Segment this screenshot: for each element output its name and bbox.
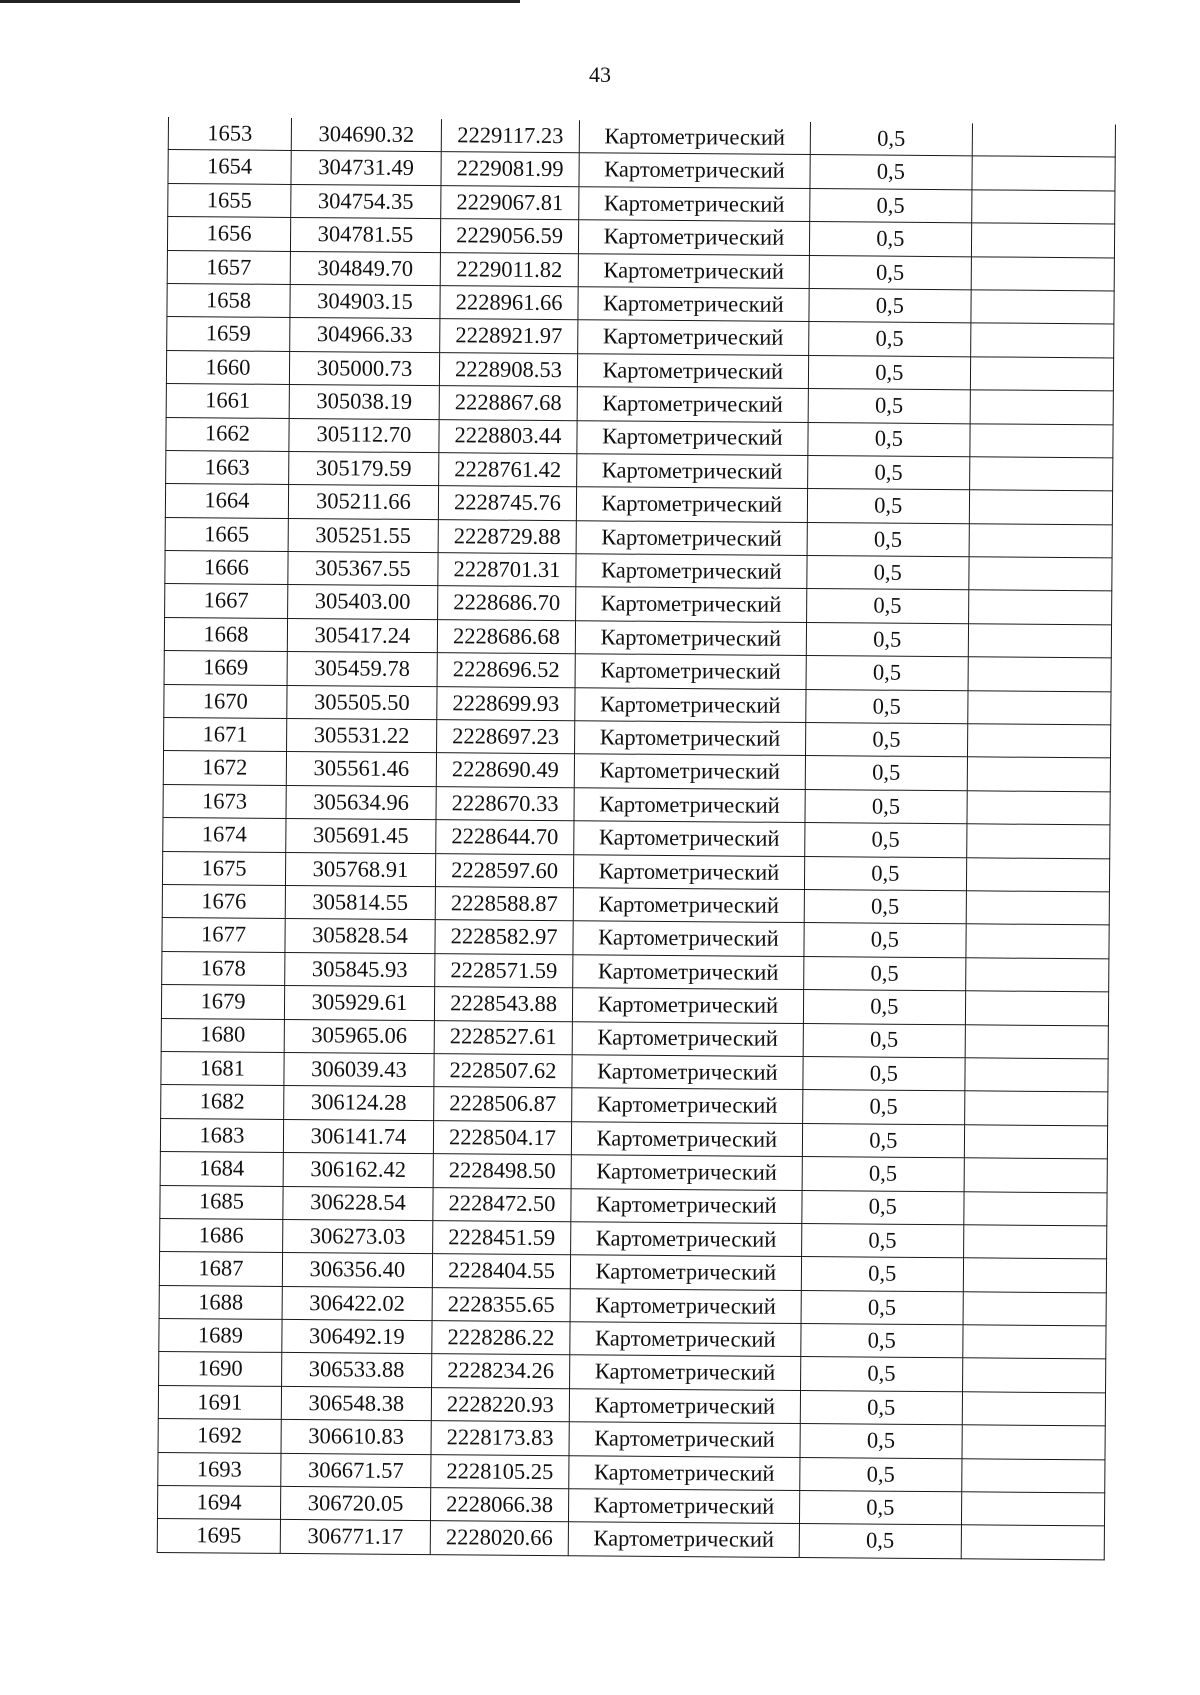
note-cell: [962, 1392, 1105, 1427]
coordinates-table-body: [157, 117, 1115, 1560]
method-cell: Картометрический: [574, 821, 805, 856]
point-number-cell: 1656: [167, 217, 290, 251]
note-cell: [970, 357, 1113, 392]
y-coordinate-cell: 2228961.66: [440, 286, 578, 320]
note-cell: [962, 1425, 1105, 1460]
x-coordinate-cell: 306141.74: [283, 1119, 433, 1154]
method-cell: Картометрический: [572, 988, 803, 1023]
x-coordinate-cell: 305561.46: [286, 752, 436, 787]
method-cell: Картометрический: [576, 487, 807, 522]
point-number-cell: 1680: [161, 1018, 284, 1052]
point-number-cell: 1695: [157, 1519, 280, 1553]
note-cell: [970, 457, 1113, 492]
accuracy-cell: 0,5: [803, 956, 965, 991]
y-coordinate-cell: 2228404.55: [432, 1254, 570, 1288]
note-cell: [969, 557, 1112, 592]
note-cell: [964, 1125, 1107, 1160]
x-coordinate-cell: 305112.70: [289, 418, 439, 453]
x-coordinate-cell: 305251.55: [288, 518, 438, 553]
y-coordinate-cell: 2228761.42: [439, 453, 577, 487]
accuracy-cell: 0,5: [808, 389, 970, 424]
point-number-cell: 1685: [160, 1185, 283, 1219]
x-coordinate-cell: 305929.61: [284, 986, 434, 1021]
point-number-cell: 1665: [165, 517, 288, 551]
note-cell: [970, 390, 1113, 425]
point-number-cell: 1662: [166, 417, 289, 451]
y-coordinate-cell: 2228597.60: [435, 853, 573, 887]
x-coordinate-cell: 305367.55: [288, 552, 438, 587]
coordinates-table: [157, 117, 1116, 1560]
point-number-cell: 1694: [157, 1485, 280, 1519]
y-coordinate-cell: 2228697.23: [437, 720, 575, 754]
accuracy-cell: 0,5: [808, 422, 970, 457]
note-cell: [969, 490, 1112, 525]
method-cell: Картометрический: [574, 788, 805, 823]
method-cell: Картометрический: [573, 854, 804, 889]
note-cell: [965, 1024, 1108, 1059]
accuracy-cell: 0,5: [802, 1157, 964, 1192]
x-coordinate-cell: 305828.54: [285, 919, 435, 954]
point-number-cell: 1679: [161, 985, 284, 1019]
note-cell: [967, 757, 1110, 792]
method-cell: Картометрический: [578, 253, 809, 288]
x-coordinate-cell: 305179.59: [289, 451, 439, 486]
point-number-cell: 1664: [165, 484, 288, 518]
note-cell: [964, 1191, 1107, 1226]
method-cell: Картометрический: [570, 1255, 801, 1290]
note-cell: [962, 1458, 1105, 1493]
method-cell: Картометрический: [571, 1188, 802, 1223]
method-cell: Картометрический: [575, 721, 806, 756]
x-coordinate-cell: 306162.42: [283, 1153, 433, 1188]
method-cell: Картометрический: [577, 353, 808, 388]
note-cell: [967, 724, 1110, 759]
note-cell: [968, 690, 1111, 725]
point-number-cell: 1678: [162, 951, 285, 985]
note-cell: [962, 1358, 1105, 1393]
x-coordinate-cell: 304731.49: [291, 151, 441, 186]
x-coordinate-cell: 304903.15: [290, 284, 440, 319]
method-cell: Картометрический: [570, 1355, 801, 1390]
x-coordinate-cell: 305845.93: [285, 952, 435, 987]
accuracy-cell: 0,5: [801, 1290, 963, 1325]
note-cell: [966, 924, 1109, 959]
x-coordinate-cell: 304690.32: [291, 118, 441, 152]
accuracy-cell: 0,5: [802, 1090, 964, 1125]
y-coordinate-cell: 2228690.49: [436, 753, 574, 787]
point-number-cell: 1689: [159, 1319, 282, 1353]
accuracy-cell: 0,5: [808, 355, 970, 390]
accuracy-cell: 0,5: [807, 556, 969, 591]
point-number-cell: 1654: [168, 150, 291, 184]
accuracy-cell: 0,5: [809, 255, 971, 290]
x-coordinate-cell: 305000.73: [289, 351, 439, 386]
y-coordinate-cell: 2228571.59: [435, 953, 573, 987]
method-cell: Картометрический: [572, 1055, 803, 1090]
point-number-cell: 1667: [165, 584, 288, 618]
y-coordinate-cell: 2228355.65: [432, 1287, 570, 1321]
point-number-cell: 1684: [160, 1152, 283, 1186]
accuracy-cell: 0,5: [803, 990, 965, 1025]
accuracy-cell: 0,5: [803, 1023, 965, 1058]
accuracy-cell: 0,5: [809, 188, 971, 223]
y-coordinate-cell: 2228498.50: [433, 1154, 571, 1188]
x-coordinate-cell: 305965.06: [284, 1019, 434, 1054]
accuracy-cell: 0,5: [803, 1056, 965, 1091]
method-cell: Картометрический: [570, 1322, 801, 1357]
y-coordinate-cell: 2228745.76: [438, 486, 576, 520]
note-cell: [971, 256, 1114, 291]
point-number-cell: 1683: [160, 1118, 283, 1152]
x-coordinate-cell: 306548.38: [281, 1386, 431, 1421]
point-number-cell: 1677: [162, 918, 285, 952]
method-cell: Картометрический: [579, 187, 810, 222]
point-number-cell: 1671: [164, 718, 287, 752]
x-coordinate-cell: 305403.00: [287, 585, 437, 620]
accuracy-cell: 0,5: [810, 122, 972, 156]
x-coordinate-cell: 305768.91: [285, 852, 435, 887]
point-number-cell: 1658: [167, 283, 290, 317]
y-coordinate-cell: 2228729.88: [438, 519, 576, 553]
method-cell: Картометрический: [575, 621, 806, 656]
method-cell: Картометрический: [572, 1021, 803, 1056]
accuracy-cell: 0,5: [800, 1424, 962, 1459]
point-number-cell: 1668: [164, 617, 287, 651]
x-coordinate-cell: 306771.17: [280, 1520, 430, 1555]
note-cell: [965, 991, 1108, 1026]
accuracy-cell: 0,5: [801, 1223, 963, 1258]
x-coordinate-cell: 306356.40: [282, 1253, 432, 1288]
point-number-cell: 1681: [161, 1051, 284, 1085]
y-coordinate-cell: 2228588.87: [435, 887, 573, 921]
y-coordinate-cell: 2228582.97: [435, 920, 573, 954]
method-cell: Картометрический: [572, 1088, 803, 1123]
accuracy-cell: 0,5: [799, 1457, 961, 1492]
x-coordinate-cell: 305459.78: [287, 652, 437, 687]
accuracy-cell: 0,5: [807, 489, 969, 524]
y-coordinate-cell: 2228543.88: [434, 987, 572, 1021]
point-number-cell: 1669: [164, 651, 287, 685]
x-coordinate-cell: 306671.57: [281, 1453, 431, 1488]
method-cell: Картометрический: [574, 754, 805, 789]
x-coordinate-cell: 306124.28: [284, 1086, 434, 1121]
method-cell: Картометрический: [579, 153, 810, 188]
accuracy-cell: 0,5: [804, 923, 966, 958]
point-number-cell: 1686: [160, 1218, 283, 1252]
y-coordinate-cell: 2228644.70: [436, 820, 574, 854]
note-cell: [968, 657, 1111, 692]
y-coordinate-cell: 2228173.83: [431, 1421, 569, 1455]
point-number-cell: 1688: [159, 1285, 282, 1319]
point-number-cell: 1691: [158, 1385, 281, 1419]
point-number-cell: 1657: [167, 250, 290, 284]
x-coordinate-cell: 305038.19: [289, 385, 439, 420]
method-cell: Картометрический: [578, 220, 809, 255]
y-coordinate-cell: 2228506.87: [434, 1087, 572, 1121]
method-cell: Картометрический: [570, 1288, 801, 1323]
accuracy-cell: 0,5: [802, 1190, 964, 1225]
method-cell: Картометрический: [577, 454, 808, 489]
accuracy-cell: 0,5: [810, 155, 972, 190]
point-number-cell: 1655: [168, 183, 291, 217]
note-cell: [968, 624, 1111, 659]
y-coordinate-cell: 2228286.22: [432, 1321, 570, 1355]
accuracy-cell: 0,5: [809, 222, 971, 257]
y-coordinate-cell: 2228527.61: [434, 1020, 572, 1054]
y-coordinate-cell: 2228507.62: [434, 1054, 572, 1088]
method-cell: Картометрический: [573, 954, 804, 989]
accuracy-cell: 0,5: [805, 789, 967, 824]
method-cell: Картометрический: [573, 888, 804, 923]
y-coordinate-cell: 2228234.26: [432, 1354, 570, 1388]
point-number-cell: 1674: [163, 818, 286, 852]
page-number: 43: [589, 62, 611, 87]
point-number-cell: 1690: [159, 1352, 282, 1386]
top-rule: [0, 0, 520, 3]
point-number-cell: 1675: [162, 851, 285, 885]
note-cell: [965, 1058, 1108, 1093]
point-number-cell: 1663: [166, 450, 289, 484]
accuracy-cell: 0,5: [804, 823, 966, 858]
y-coordinate-cell: 2228921.97: [440, 319, 578, 353]
point-number-cell: 1676: [162, 884, 285, 918]
point-number-cell: 1687: [159, 1252, 282, 1286]
accuracy-cell: 0,5: [802, 1123, 964, 1158]
note-cell: [967, 824, 1110, 859]
note-cell: [967, 791, 1110, 826]
x-coordinate-cell: 306422.02: [282, 1286, 432, 1321]
y-coordinate-cell: 2228451.59: [433, 1221, 571, 1255]
point-number-cell: 1653: [168, 117, 291, 151]
point-number-cell: 1659: [167, 317, 290, 351]
y-coordinate-cell: 2228701.31: [438, 553, 576, 587]
note-cell: [963, 1291, 1106, 1326]
y-coordinate-cell: 2228504.17: [433, 1120, 571, 1154]
table-row: [157, 1519, 1104, 1560]
note-cell: [971, 323, 1114, 358]
accuracy-cell: 0,5: [800, 1390, 962, 1425]
method-cell: Картометрический: [569, 1455, 800, 1490]
method-cell: Картометрический: [576, 520, 807, 555]
note-cell: [971, 290, 1114, 325]
note-cell: [966, 891, 1109, 926]
accuracy-cell: 0,5: [806, 589, 968, 624]
accuracy-cell: 0,5: [804, 856, 966, 891]
y-coordinate-cell: 2228908.53: [439, 352, 577, 386]
x-coordinate-cell: 306720.05: [280, 1486, 430, 1521]
note-cell: [968, 590, 1111, 625]
x-coordinate-cell: 306228.54: [283, 1186, 433, 1221]
note-cell: [972, 156, 1115, 191]
x-coordinate-cell: 304966.33: [290, 318, 440, 353]
accuracy-cell: 0,5: [801, 1257, 963, 1292]
point-number-cell: 1660: [166, 350, 289, 384]
y-coordinate-cell: 2228699.93: [437, 686, 575, 720]
point-number-cell: 1661: [166, 384, 289, 418]
method-cell: Картометрический: [576, 587, 807, 622]
method-cell: Картометрический: [578, 320, 809, 355]
x-coordinate-cell: 306610.83: [281, 1420, 431, 1455]
method-cell: Картометрический: [578, 287, 809, 322]
accuracy-cell: 0,5: [809, 288, 971, 323]
x-coordinate-cell: 305211.66: [288, 485, 438, 520]
accuracy-cell: 0,5: [808, 322, 970, 357]
note-cell: [970, 423, 1113, 458]
x-coordinate-cell: 306533.88: [281, 1353, 431, 1388]
x-coordinate-cell: 304849.70: [290, 251, 440, 286]
note-cell: [963, 1325, 1106, 1360]
y-coordinate-cell: 2229011.82: [440, 252, 578, 286]
method-cell: Картометрический: [568, 1522, 799, 1557]
accuracy-cell: 0,5: [807, 455, 969, 490]
note-cell: [966, 857, 1109, 892]
accuracy-cell: 0,5: [804, 890, 966, 925]
accuracy-cell: 0,5: [805, 689, 967, 724]
note-cell: [963, 1225, 1106, 1260]
x-coordinate-cell: 305417.24: [287, 618, 437, 653]
note-cell: [972, 190, 1115, 225]
note-cell: [961, 1525, 1104, 1560]
method-cell: Картометрический: [569, 1389, 800, 1424]
x-coordinate-cell: 305691.45: [286, 819, 436, 854]
note-cell: [971, 223, 1114, 258]
accuracy-cell: 0,5: [805, 756, 967, 791]
method-cell: Картометрический: [575, 687, 806, 722]
method-cell: Картометрический: [573, 921, 804, 956]
x-coordinate-cell: 304781.55: [290, 218, 440, 253]
accuracy-cell: 0,5: [799, 1491, 961, 1526]
note-cell: [961, 1492, 1104, 1527]
y-coordinate-cell: 2229117.23: [441, 119, 579, 153]
y-coordinate-cell: 2228686.68: [437, 619, 575, 653]
accuracy-cell: 0,5: [801, 1324, 963, 1359]
y-coordinate-cell: 2228803.44: [439, 419, 577, 453]
method-cell: Картометрический: [569, 1489, 800, 1524]
x-coordinate-cell: 305531.22: [286, 718, 436, 753]
y-coordinate-cell: 2228220.93: [431, 1387, 569, 1421]
y-coordinate-cell: 2228670.33: [436, 786, 574, 820]
note-cell: [965, 1091, 1108, 1126]
method-cell: Картометрический: [577, 387, 808, 422]
method-cell: Картометрический: [575, 654, 806, 689]
note-cell: [969, 523, 1112, 558]
note-cell: [972, 123, 1115, 157]
point-number-cell: 1682: [161, 1085, 284, 1119]
accuracy-cell: 0,5: [799, 1524, 961, 1559]
note-cell: [963, 1258, 1106, 1293]
accuracy-cell: 0,5: [805, 723, 967, 758]
y-coordinate-cell: 2228066.38: [430, 1488, 568, 1522]
x-coordinate-cell: 305505.50: [287, 685, 437, 720]
point-number-cell: 1693: [158, 1452, 281, 1486]
y-coordinate-cell: 2228686.70: [438, 586, 576, 620]
x-coordinate-cell: 306492.19: [282, 1319, 432, 1354]
y-coordinate-cell: 2229067.81: [441, 185, 579, 219]
y-coordinate-cell: 2229081.99: [441, 152, 579, 186]
y-coordinate-cell: 2228696.52: [437, 653, 575, 687]
note-cell: [966, 958, 1109, 993]
point-number-cell: 1692: [158, 1419, 281, 1453]
y-coordinate-cell: 2228105.25: [431, 1454, 569, 1488]
method-cell: Картометрический: [571, 1222, 802, 1257]
x-coordinate-cell: 304754.35: [291, 184, 441, 219]
note-cell: [964, 1158, 1107, 1193]
point-number-cell: 1670: [164, 684, 287, 718]
accuracy-cell: 0,5: [806, 622, 968, 657]
method-cell: Картометрический: [577, 420, 808, 455]
method-cell: Картометрический: [569, 1422, 800, 1457]
point-number-cell: 1673: [163, 784, 286, 818]
x-coordinate-cell: 306273.03: [282, 1219, 432, 1254]
accuracy-cell: 0,5: [806, 656, 968, 691]
x-coordinate-cell: 305814.55: [285, 885, 435, 920]
accuracy-cell: 0,5: [807, 522, 969, 557]
y-coordinate-cell: 2228867.68: [439, 386, 577, 420]
y-coordinate-cell: 2228020.66: [430, 1521, 568, 1555]
point-number-cell: 1666: [165, 551, 288, 585]
method-cell: Картометрический: [571, 1155, 802, 1190]
accuracy-cell: 0,5: [800, 1357, 962, 1392]
method-cell: Картометрический: [576, 554, 807, 589]
y-coordinate-cell: 2229056.59: [440, 219, 578, 253]
x-coordinate-cell: 306039.43: [284, 1052, 434, 1087]
method-cell: Картометрический: [579, 120, 810, 155]
point-number-cell: 1672: [163, 751, 286, 785]
method-cell: Картометрический: [571, 1121, 802, 1156]
y-coordinate-cell: 2228472.50: [433, 1187, 571, 1221]
x-coordinate-cell: 305634.96: [286, 785, 436, 820]
